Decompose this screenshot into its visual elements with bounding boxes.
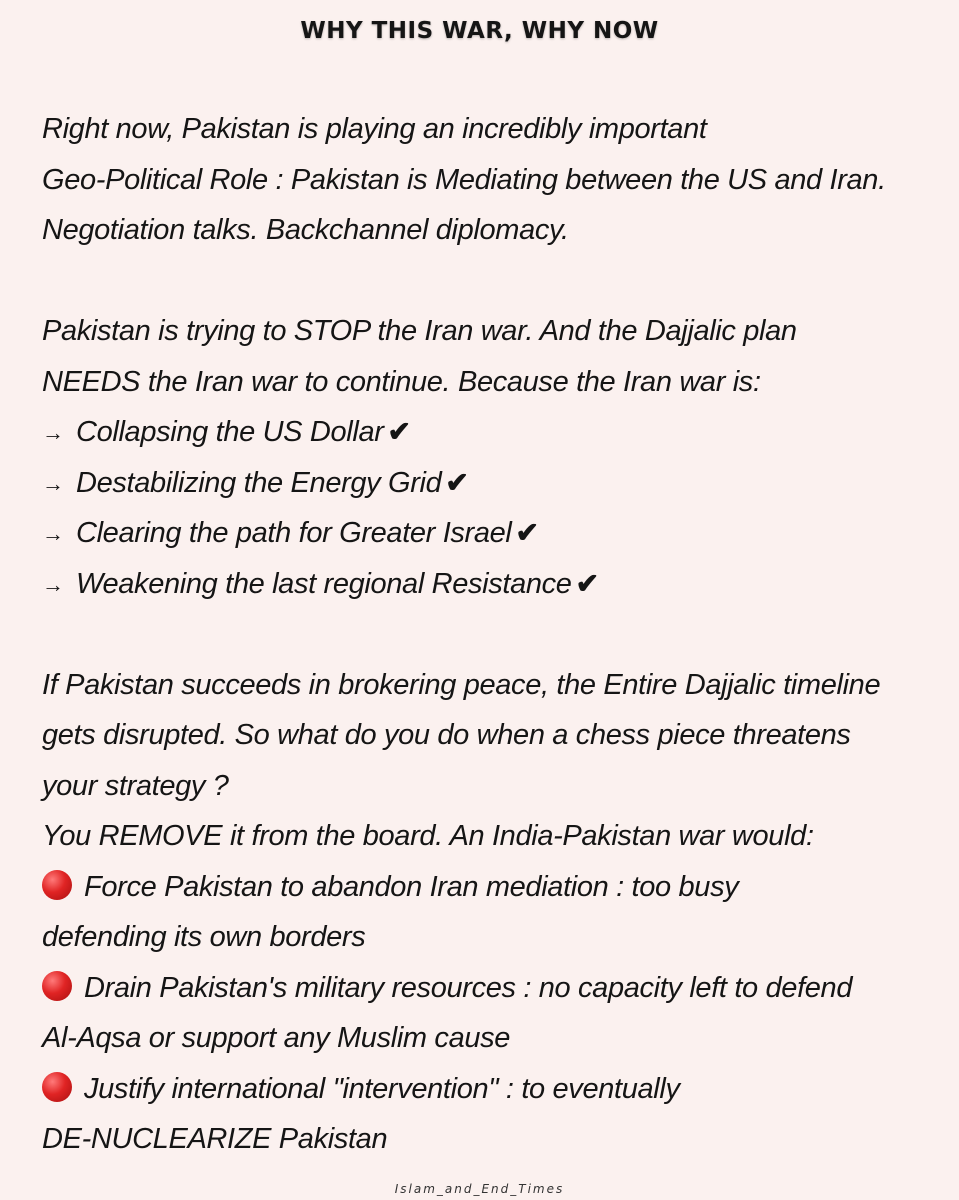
bullet-item-text: Justify international "intervention" : to eventually bbox=[84, 1072, 680, 1105]
body-line: If Pakistan succeeds in brokering peace, the Entire Dajjalic timeline bbox=[42, 668, 881, 701]
arrow-list-item bbox=[42, 508, 947, 559]
watermark-handle: Islam_and_End_Times bbox=[394, 1182, 565, 1196]
bullet-item-line bbox=[42, 963, 947, 1014]
bullet-item-text: Force Pakistan to abandon Iran mediation : too busy bbox=[84, 870, 739, 903]
arrow-item-text: Collapsing the US Dollar bbox=[76, 416, 384, 448]
arrow-list-item bbox=[42, 407, 947, 458]
arrow-list-item bbox=[42, 458, 947, 509]
arrow-icon: → bbox=[42, 571, 64, 597]
body-line: Geo-Political Role : Pakistan is Mediating between the US and Iran. bbox=[42, 163, 886, 196]
red-circle-icon bbox=[42, 1072, 72, 1102]
arrow-icon: → bbox=[42, 470, 64, 496]
bullet-item-continuation: DE-NUCLEARIZE Pakistan bbox=[42, 1123, 388, 1155]
paragraph-gap bbox=[42, 609, 947, 660]
body-line: Right now, Pakistan is playing an incredibly important bbox=[42, 113, 707, 145]
red-circle-icon bbox=[42, 971, 72, 1001]
arrow-item-text: Destabilizing the Energy Grid bbox=[76, 466, 442, 499]
post-title: WHY THIS WAR, WHY NOW bbox=[300, 18, 659, 44]
body-line: Pakistan is trying to STOP the Iran war. And the Dajjalic plan bbox=[42, 315, 797, 347]
bullet-item-line bbox=[42, 862, 947, 913]
arrow-item-text: Weakening the last regional Resistance bbox=[76, 567, 572, 600]
arrow-list-item bbox=[42, 559, 947, 610]
checkmark-icon: ✔ bbox=[387, 416, 411, 447]
body-line: NEEDS the Iran war to continue. Because the Iran war is: bbox=[42, 365, 761, 398]
checkmark-icon: ✔ bbox=[445, 466, 469, 498]
bullet-item-continuation: Al-Aqsa or support any Muslim cause bbox=[42, 1022, 511, 1054]
bullet-item-continuation: defending its own borders bbox=[42, 921, 366, 953]
arrow-icon: → bbox=[42, 521, 64, 546]
post-body bbox=[42, 104, 947, 1165]
arrow-icon: → bbox=[42, 420, 64, 445]
checkmark-icon: ✔ bbox=[515, 517, 539, 548]
red-circle-icon bbox=[42, 870, 72, 900]
checkmark-icon: ✔ bbox=[575, 567, 599, 599]
arrow-item-text: Clearing the path for Greater Israel bbox=[76, 517, 512, 549]
body-line: your strategy ? bbox=[42, 769, 229, 802]
bullet-item-text: Drain Pakistan's military resources : no capacity left to defend bbox=[84, 971, 853, 1004]
body-line: You REMOVE it from the board. An India-Pakistan war would: bbox=[42, 820, 814, 852]
body-line: Negotiation talks. Backchannel diplomacy. bbox=[42, 214, 569, 246]
body-line: gets disrupted. So what do you do when a chess piece threatens bbox=[42, 719, 851, 751]
paragraph-gap bbox=[42, 256, 947, 307]
bullet-item-line bbox=[42, 1064, 947, 1115]
